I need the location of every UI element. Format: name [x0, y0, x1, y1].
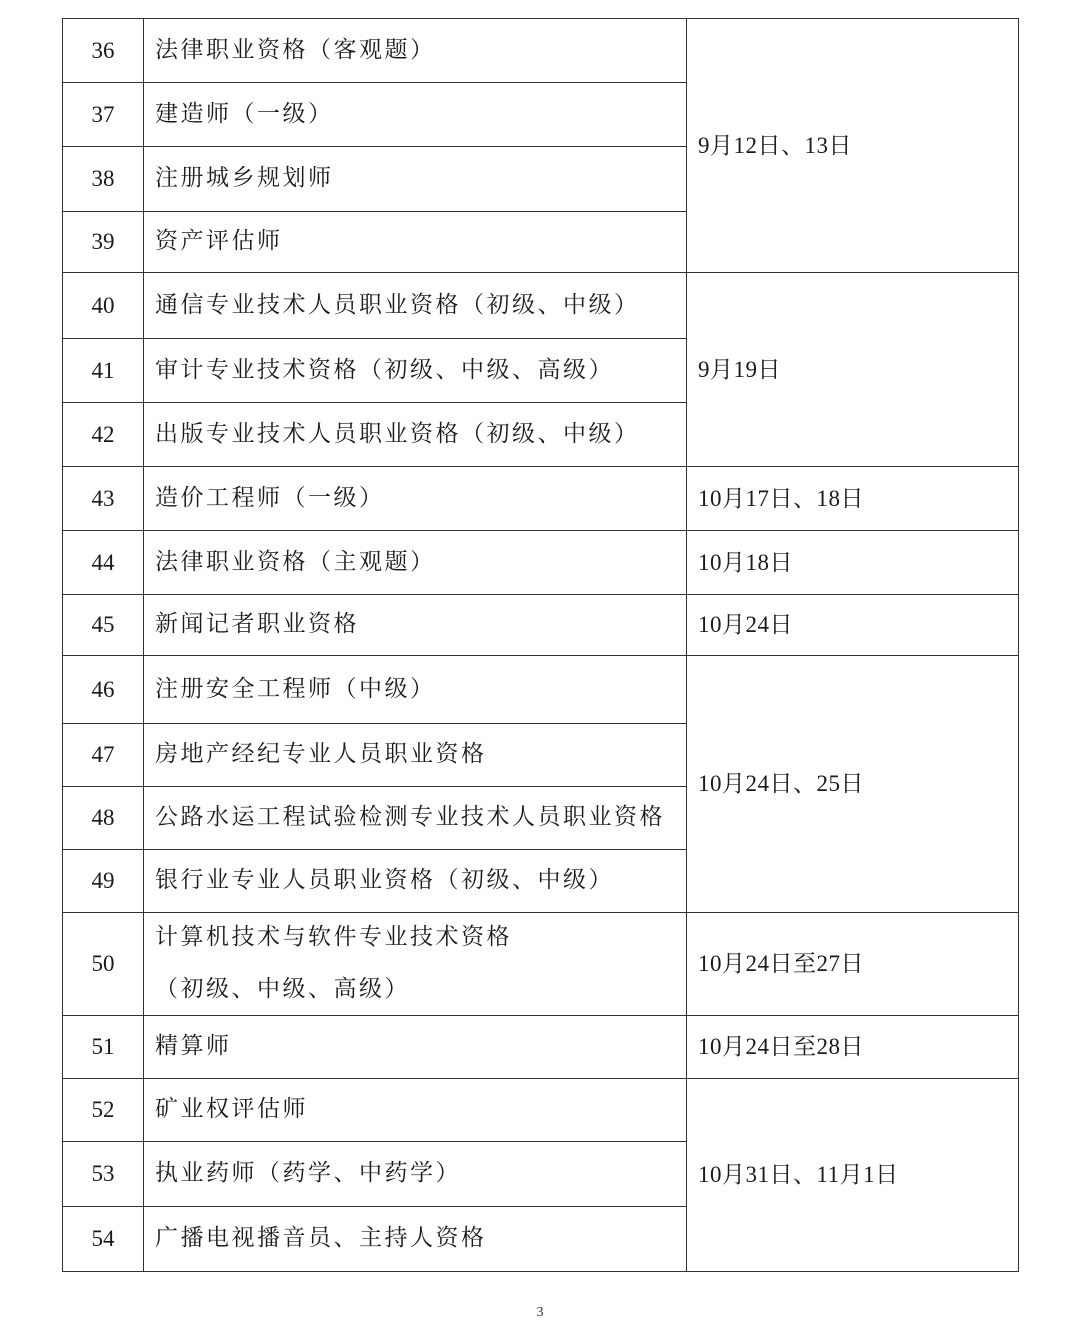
table-row: [63, 1079, 1019, 1142]
exam-date-text: 10月17日、18日: [698, 485, 864, 511]
row-number: 47: [63, 724, 144, 787]
table-row: [63, 656, 1019, 724]
row-number: 44: [63, 531, 144, 595]
exam-date-text: 10月18日: [698, 549, 793, 575]
row-number: 54: [63, 1207, 144, 1272]
exam-date-text: 9月19日: [698, 356, 781, 382]
table-row: [63, 531, 1019, 595]
exam-date: [687, 1016, 1019, 1079]
row-number: 37: [63, 83, 144, 147]
exam-name: 法律职业资格（客观题）: [144, 19, 687, 83]
exam-name: 资产评估师: [144, 212, 687, 273]
exam-name-line1: 计算机技术与软件专业技术资格: [155, 924, 512, 951]
exam-date-text: 10月24日至28日: [698, 1034, 864, 1060]
exam-name: 审计专业技术资格（初级、中级、高级）: [144, 339, 687, 403]
exam-name: 法律职业资格（主观题）: [144, 531, 687, 595]
row-number: 46: [63, 656, 144, 724]
table-row: [63, 19, 1019, 83]
exam-date-text: 10月24日至27日: [698, 951, 864, 977]
exam-name: 执业药师（药学、中药学）: [144, 1142, 687, 1207]
row-number: 51: [63, 1016, 144, 1079]
table-row: [63, 273, 1019, 339]
exam-date: [687, 467, 1019, 531]
exam-date: [687, 1079, 1019, 1272]
row-number: 43: [63, 467, 144, 531]
row-number: 40: [63, 273, 144, 339]
exam-name: 精算师: [144, 1016, 687, 1079]
row-number: 48: [63, 787, 144, 850]
table-row: [63, 467, 1019, 531]
exam-date: [687, 913, 1019, 1016]
exam-name: [144, 913, 687, 1016]
table-row: [63, 595, 1019, 656]
table-row: [63, 1016, 1019, 1079]
exam-date: [687, 531, 1019, 595]
row-number: 53: [63, 1142, 144, 1207]
exam-name: 公路水运工程试验检测专业技术人员职业资格: [144, 787, 687, 850]
row-number: 38: [63, 147, 144, 212]
exam-name: 房地产经纪专业人员职业资格: [144, 724, 687, 787]
exam-date-text: 9月12日、13日: [698, 132, 852, 158]
exam-date: [687, 656, 1019, 913]
exam-name-line2: （初级、中级、高级）: [155, 976, 410, 1002]
exam-date: [687, 19, 1019, 273]
exam-name: 出版专业技术人员职业资格（初级、中级）: [144, 403, 687, 467]
exam-name: 通信专业技术人员职业资格（初级、中级）: [144, 273, 687, 339]
row-number: 36: [63, 19, 144, 83]
exam-name: 银行业专业人员职业资格（初级、中级）: [144, 850, 687, 913]
exam-schedule-table: [62, 18, 1019, 1272]
row-number: 45: [63, 595, 144, 656]
row-number: 42: [63, 403, 144, 467]
exam-date-text: 10月24日: [698, 612, 793, 638]
row-number: 41: [63, 339, 144, 403]
exam-date-text: 10月24日、25日: [698, 771, 864, 797]
exam-name: 建造师（一级）: [144, 83, 687, 147]
exam-date-text: 10月31日、11月1日: [698, 1162, 899, 1188]
exam-name: 造价工程师（一级）: [144, 467, 687, 531]
exam-name: 新闻记者职业资格: [144, 595, 687, 656]
row-number: 50: [63, 913, 144, 1016]
exam-date: [687, 273, 1019, 467]
row-number: 39: [63, 212, 144, 273]
row-number: 49: [63, 850, 144, 913]
table-row: [63, 913, 1019, 1016]
exam-date: [687, 595, 1019, 656]
exam-name: 注册城乡规划师: [144, 147, 687, 212]
exam-name: 矿业权评估师: [144, 1079, 687, 1142]
row-number: 52: [63, 1079, 144, 1142]
exam-name: 广播电视播音员、主持人资格: [144, 1207, 687, 1272]
page-number: 3: [536, 1305, 544, 1320]
exam-name: 注册安全工程师（中级）: [144, 656, 687, 724]
